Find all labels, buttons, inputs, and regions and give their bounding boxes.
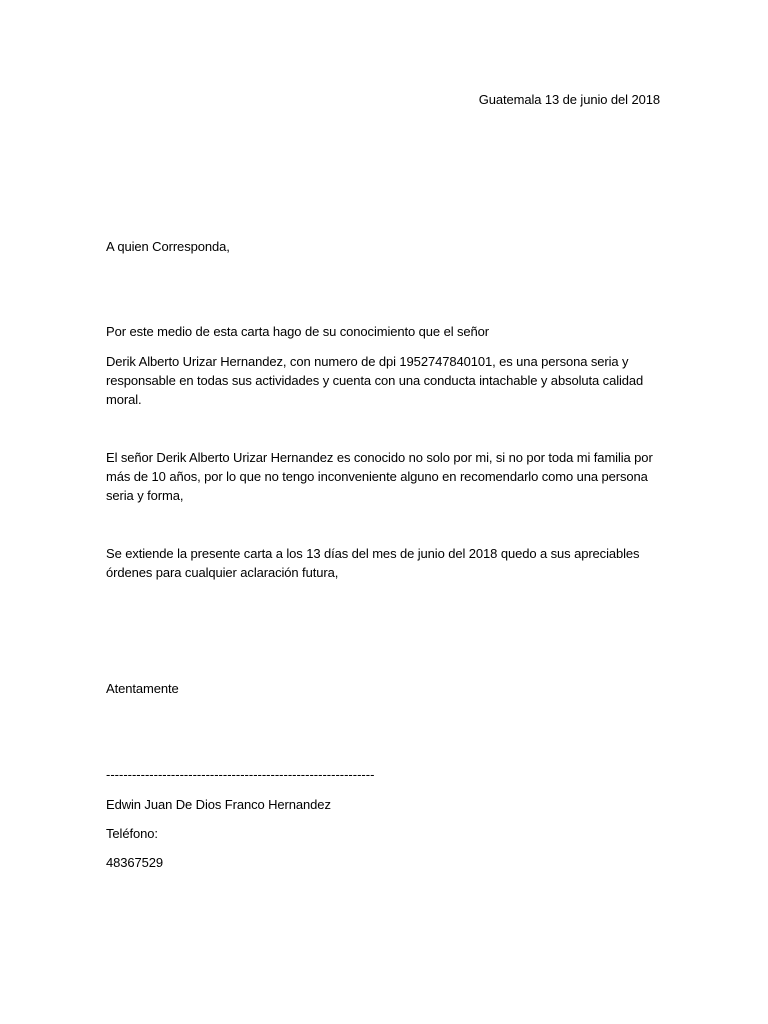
paragraph-line: más de 10 años, por lo que no tengo inconveniente alguno en recomendarlo como una persona	[106, 469, 648, 484]
signature-line: --------------------------------------------------------------	[106, 767, 375, 782]
paragraph-line: Se extiende la presente carta a los 13 días del mes de junio del 2018 quedo a sus apreciables	[106, 546, 640, 561]
signer-name: Edwin Juan De Dios Franco Hernandez	[106, 797, 331, 812]
paragraph-line: seria y forma,	[106, 488, 184, 503]
phone-number: 48367529	[106, 855, 164, 870]
date-line: Guatemala 13 de junio del 2018	[478, 92, 660, 107]
paragraph-line: Por este medio de esta carta hago de su conocimiento que el señor	[106, 324, 490, 339]
paragraph-line: moral.	[106, 392, 142, 407]
paragraph-line: responsable en todas sus actividades y cuenta con una conducta intachable y absoluta calidad	[106, 373, 644, 388]
greeting: A quien Corresponda,	[106, 239, 230, 254]
closing: Atentamente	[106, 681, 179, 696]
phone-label: Teléfono:	[106, 826, 158, 841]
paragraph-line: El señor Derik Alberto Urizar Hernandez es conocido no solo por mi, si no por toda mi familia por	[106, 450, 653, 465]
paragraph-line: órdenes para cualquier aclaración futura,	[106, 565, 339, 580]
paragraph-line: Derik Alberto Urizar Hernandez, con numero de dpi 1952747840101, es una persona seria y	[106, 354, 629, 369]
